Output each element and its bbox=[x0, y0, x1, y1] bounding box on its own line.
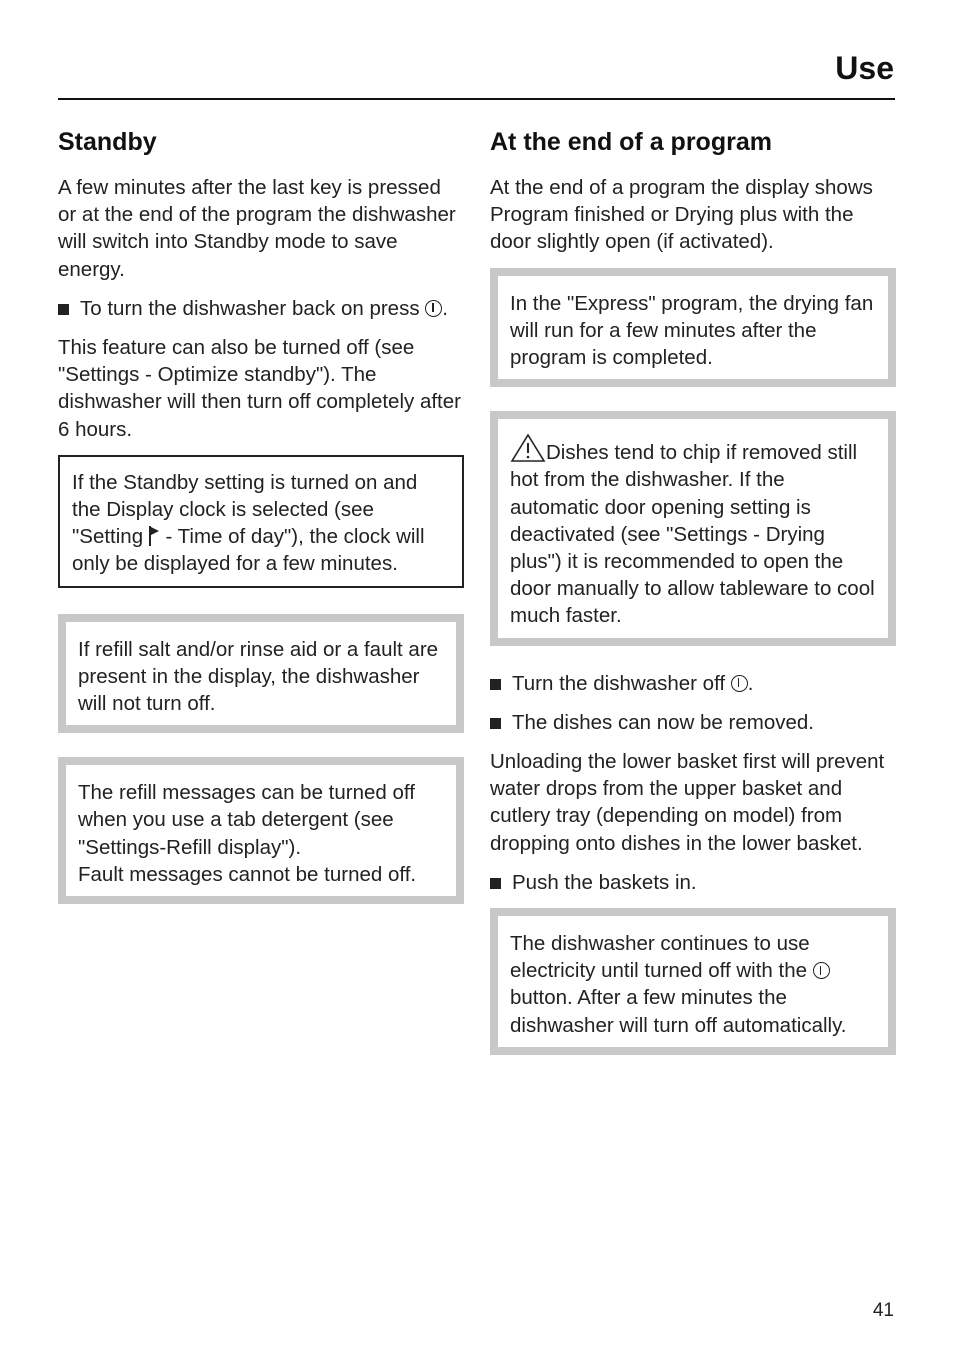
page-number: 41 bbox=[872, 1300, 894, 1321]
standby-paragraph: A few minutes after the last key is pressed or at the end of the program the dishwasher will switch into Standby mode to save energy. bbox=[58, 176, 456, 281]
section-title: Use bbox=[835, 50, 894, 86]
warning-text: Dishes tend to chip if removed still hot from the dishwasher. If the automatic door opening setting is deactivated (see "Settings - Drying plus") it is recommended to open the door manually to allow tableware to cool much faster. bbox=[510, 441, 875, 628]
standby-heading: Standby bbox=[58, 128, 157, 156]
refill-messages-text: The refill messages can be turned off when you use a tab detergent (see "Settings-Refill display"). bbox=[78, 781, 415, 859]
standby-clock-note bbox=[58, 455, 464, 588]
refill-fault-note bbox=[58, 614, 464, 734]
electricity-note bbox=[490, 908, 896, 1055]
standby-bullet-text: To turn the dishwasher back on press bbox=[80, 296, 420, 320]
standby-bullet bbox=[58, 295, 464, 322]
square-bullet-icon bbox=[490, 679, 501, 690]
unloading-paragraph: Unloading the lower basket first will prevent water drops from the upper basket and cutlery tray (depending on model) from dropping onto dishes in the lower basket. bbox=[490, 750, 885, 855]
electricity-note-part2: button. After a few minutes the dishwasher will turn off automatically. bbox=[510, 986, 847, 1037]
end-of-program-heading: At the end of a program bbox=[490, 128, 772, 156]
turn-off-bullet bbox=[490, 670, 896, 697]
square-bullet-icon bbox=[490, 718, 501, 729]
remove-dishes-bullet bbox=[490, 709, 896, 736]
power-button-icon bbox=[425, 300, 442, 317]
settings-flag-icon bbox=[149, 526, 160, 546]
push-baskets-text: Push the baskets in. bbox=[512, 870, 697, 894]
left-column bbox=[58, 124, 464, 928]
warning-triangle-icon bbox=[510, 433, 546, 463]
fault-messages-text: Fault messages cannot be turned off. bbox=[78, 862, 417, 886]
end-of-program-paragraph: At the end of a program the display shows Program finished or Drying plus with the door slightly open (if activated). bbox=[490, 176, 873, 254]
remove-dishes-text: The dishes can now be removed. bbox=[512, 710, 814, 734]
note-text-part2: - Time of day"), the clock will only be displayed for a few minutes. bbox=[72, 525, 425, 576]
refill-messages-note bbox=[58, 757, 464, 904]
optimize-standby-paragraph: This feature can also be turned off (see "Settings - Optimize standby"). The dishwasher will then turn off completely after 6 hours. bbox=[58, 336, 461, 441]
header-divider bbox=[58, 98, 895, 100]
note-text-part1: If the Standby setting is turned on and the Display clock is selected (see "Setting bbox=[72, 470, 418, 549]
refill-fault-text: If refill salt and/or rinse aid or a fault are present in the display, the dishwasher will not turn off. bbox=[78, 637, 439, 716]
square-bullet-icon bbox=[490, 878, 501, 889]
warning-note bbox=[490, 411, 896, 645]
express-note-text: In the "Express" program, the drying fan will run for a few minutes after the program is completed. bbox=[510, 291, 874, 370]
square-bullet-icon bbox=[58, 304, 69, 315]
standby-bullet-end: . bbox=[442, 296, 448, 320]
electricity-note-part1: The dishwasher continues to use electricity until turned off with the bbox=[510, 932, 813, 983]
right-column bbox=[490, 124, 896, 1079]
power-button-icon bbox=[731, 675, 748, 692]
push-baskets-bullet bbox=[490, 869, 896, 896]
turn-off-end: . bbox=[747, 671, 754, 695]
power-button-icon bbox=[813, 962, 830, 979]
express-program-note bbox=[490, 268, 896, 388]
turn-off-text: Turn the dishwasher off bbox=[512, 671, 726, 695]
